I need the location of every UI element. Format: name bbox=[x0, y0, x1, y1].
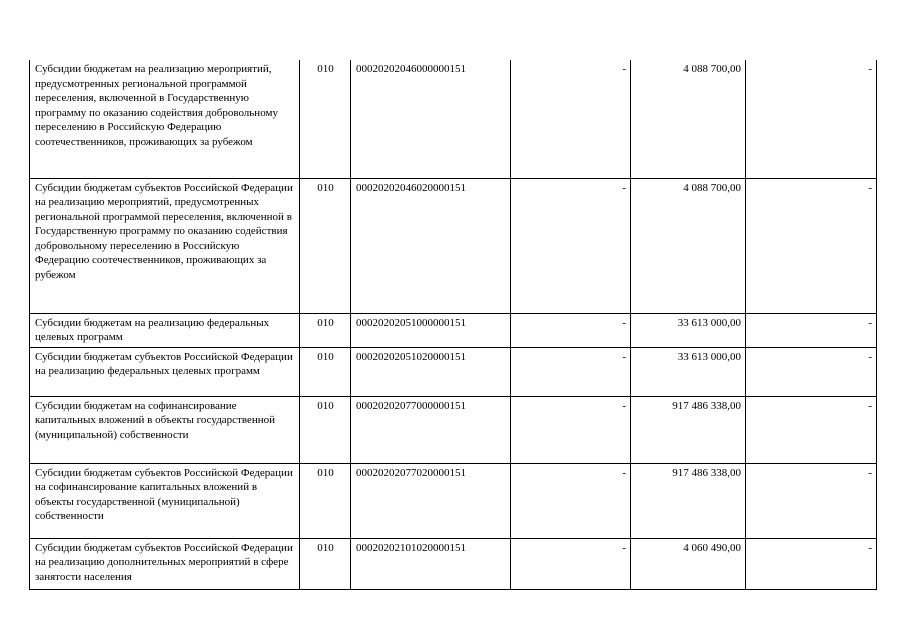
row-name: Субсидии бюджетам субъектов Российской Федерации на реализацию дополнительных мероприятий в сфере занятости населения bbox=[30, 538, 300, 589]
row-col4: - bbox=[511, 60, 631, 178]
row-name: Субсидии бюджетам субъектов Российской Федерации на реализацию федеральных целевых программ bbox=[30, 347, 300, 396]
row-kbk: 00020202077000000151 bbox=[351, 396, 511, 463]
row-col4: - bbox=[511, 538, 631, 589]
row-kbk: 00020202046020000151 bbox=[351, 178, 511, 313]
budget-table bbox=[29, 60, 877, 590]
row-name: Субсидии бюджетам субъектов Российской Федерации на софинансирование капитальных вложений в объекты государственной (муниципальной) собственности bbox=[30, 463, 300, 538]
row-col5: 4 060 490,00 bbox=[631, 538, 746, 589]
row-col5: 4 088 700,00 bbox=[631, 60, 746, 178]
row-kbk: 00020202077020000151 bbox=[351, 463, 511, 538]
row-code: 010 bbox=[300, 60, 351, 178]
row-col6: - bbox=[746, 178, 877, 313]
row-code: 010 bbox=[300, 178, 351, 313]
row-col6: - bbox=[746, 60, 877, 178]
row-code: 010 bbox=[300, 396, 351, 463]
row-name: Субсидии бюджетам субъектов Российской Федерации на реализацию мероприятий, предусмотренных региональной программой переселения, включенной в Государственную программу по оказанию содействия добровольному переселению в Российскую Федерацию соотечественников, проживающих за рубежом bbox=[30, 178, 300, 313]
row-col4: - bbox=[511, 396, 631, 463]
row-col4: - bbox=[511, 178, 631, 313]
row-kbk: 00020202046000000151 bbox=[351, 60, 511, 178]
row-name: Субсидии бюджетам на реализацию федеральных целевых программ bbox=[30, 313, 300, 347]
row-kbk: 00020202051000000151 bbox=[351, 313, 511, 347]
table-row bbox=[30, 60, 877, 178]
table-row bbox=[30, 313, 877, 347]
row-col5: 33 613 000,00 bbox=[631, 313, 746, 347]
row-col4: - bbox=[511, 463, 631, 538]
row-col6: - bbox=[746, 463, 877, 538]
table-row bbox=[30, 178, 877, 313]
row-code: 010 bbox=[300, 313, 351, 347]
row-col4: - bbox=[511, 313, 631, 347]
row-code: 010 bbox=[300, 538, 351, 589]
row-col5: 4 088 700,00 bbox=[631, 178, 746, 313]
table-row bbox=[30, 538, 877, 589]
row-col5: 917 486 338,00 bbox=[631, 396, 746, 463]
row-col6: - bbox=[746, 396, 877, 463]
row-col6: - bbox=[746, 313, 877, 347]
row-kbk: 00020202101020000151 bbox=[351, 538, 511, 589]
row-col5: 917 486 338,00 bbox=[631, 463, 746, 538]
row-col6: - bbox=[746, 538, 877, 589]
row-code: 010 bbox=[300, 347, 351, 396]
row-name: Субсидии бюджетам на реализацию мероприятий, предусмотренных региональной программой переселения, включенной в Государственную программу по оказанию содействия добровольному переселению в Российскую Федерацию соотечественников, проживающих за рубежом bbox=[30, 60, 300, 178]
table-row bbox=[30, 347, 877, 396]
table-row bbox=[30, 396, 877, 463]
row-name: Субсидии бюджетам на софинансирование капитальных вложений в объекты государственной (муниципальной) собственности bbox=[30, 396, 300, 463]
row-col6: - bbox=[746, 347, 877, 396]
row-col5: 33 613 000,00 bbox=[631, 347, 746, 396]
row-code: 010 bbox=[300, 463, 351, 538]
row-kbk: 00020202051020000151 bbox=[351, 347, 511, 396]
table-row bbox=[30, 463, 877, 538]
row-col4: - bbox=[511, 347, 631, 396]
